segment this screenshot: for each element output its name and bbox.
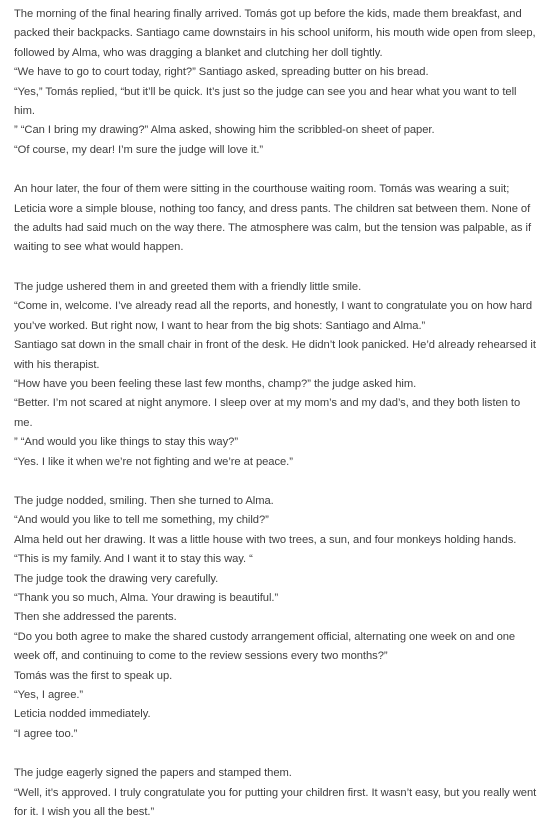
story-line: “Thank you so much, Alma. Your drawing is beautiful.” [14,591,279,604]
story-line: The judge took the drawing very carefully. [14,572,219,585]
story-paragraph [14,492,539,744]
story-line: “Better. I’m not scared at night anymore. I sleep over at my mom’s and my dad’s, and they both listen to me. [14,397,521,429]
story-line: The judge nodded, smiling. Then she turned to Alma. [14,494,274,507]
story-line: The judge ushered them in and greeted them with a friendly little smile. [14,280,362,293]
story-paragraph [14,180,539,258]
story-line: ” “Can I bring my drawing?” Alma asked, showing him the scribbled-on sheet of paper. [14,124,435,137]
story-paragraph [14,764,539,822]
story-line: “Well, it’s approved. I truly congratulate you for putting your children first. It wasn’t easy, but you really went for it. I wish you all the best.” [14,786,537,819]
story-line: The morning of the final hearing finally arrived. Tomás got up before the kids, made them breakfast, and packed their backpacks. Santiago came downstairs in his school uniform, his mouth wide open from sleep, followed by Alma, who was dragging a blanket and clutching her doll tightly. [14,8,536,59]
story-line: “And would you like to tell me something, my child?” [14,514,269,527]
story-line: Then she addressed the parents. [14,611,177,624]
story-line: “Yes, I agree.” [14,689,84,701]
story-line: ” “And would you like things to stay this way?” [14,436,238,449]
story-line: “I agree too.” [14,727,78,740]
story-line: “Do you both agree to make the shared custody arrangement official, alternating one week on and one week off, and continuing to come to the review sessions every two months?” [14,630,516,663]
story-line: “Yes. I like it when we’re not fighting and we’re at peace.” [14,455,293,468]
story-line: “We have to go to court today, right?” Santiago asked, spreading butter on his bread. [14,66,429,79]
story-line: The judge eagerly signed the papers and stamped them. [14,767,292,780]
story-line: “Yes,” Tomás replied, “but it’ll be quick. It’s just so the judge can see you and hear what you want to tell him. [14,85,517,118]
story-paragraph [14,278,539,472]
story-line: “Of course, my dear! I’m sure the judge will love it.” [14,143,264,156]
story-paragraph [14,5,539,160]
story-line: Santiago sat down in the small chair in front of the desk. He didn’t look panicked. He’d already rehearsed it with his therapist. [14,339,536,371]
story-line: Alma held out her drawing. It was a little house with two trees, a sun, and four monkeys holding hands. [14,533,517,546]
story-line: Leticia nodded immediately. [14,708,151,721]
story-line: Tomás was the first to speak up. [14,669,173,682]
story-line: “This is my family. And I want it to stay this way. “ [14,553,253,566]
story-line: “Come in, welcome. I’ve already read all the reports, and honestly, I want to congratulate you on how hard you’ve worked. But right now, I want to hear from the big shots: Santiago and Alma.” [14,300,533,332]
story-line: An hour later, the four of them were sitting in the courthouse waiting room. Tomás was wearing a suit; Leticia wore a simple blouse, nothing too fancy, and dress pants. The children sat between them. None of the adults had said much on the way there. The atmosphere was calm, but the tension was palpable, as if waiting to see what would happen. [14,183,532,254]
story-line: “How have you been feeling these last few months, champ?” the judge asked him. [14,377,417,390]
